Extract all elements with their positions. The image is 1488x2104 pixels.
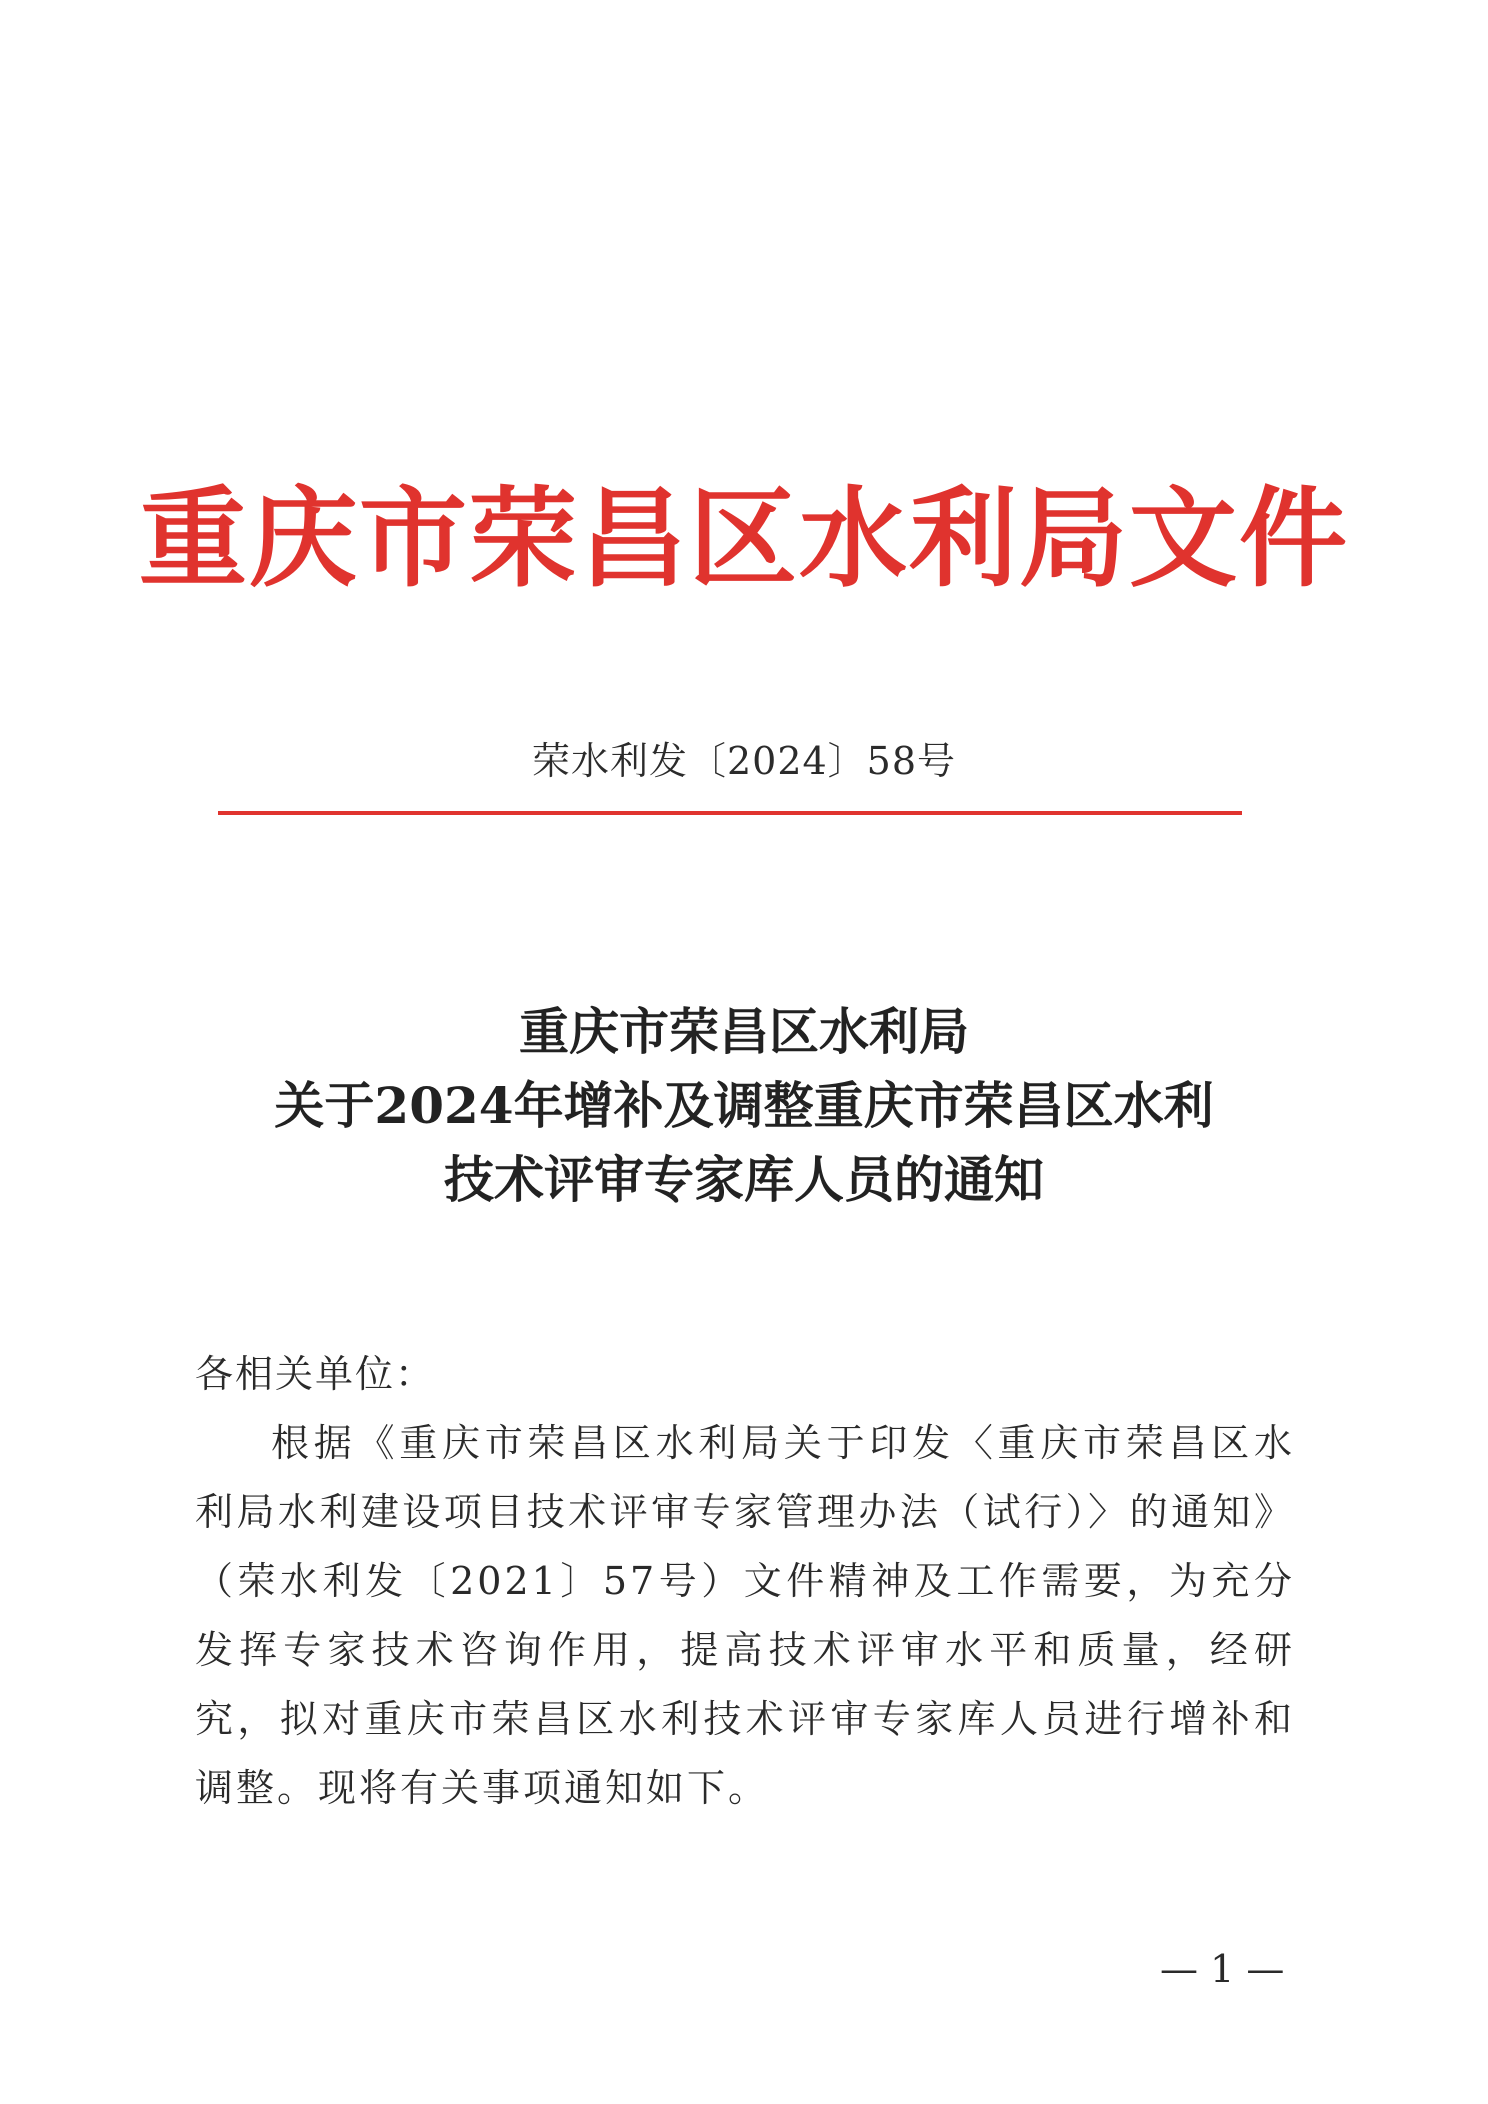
document-title <box>0 995 1488 1217</box>
document-body <box>195 1340 1295 1823</box>
body-paragraph: 根据《重庆市荣昌区水利局关于印发〈重庆市荣昌区水利局水利建设项目技术评审专家管理办法（试行）〉的通知》（荣水利发〔2021〕57号）文件精神及工作需要，为充分发挥专家技术咨询作用，提高技术评审水平和质量，经研究，拟对重庆市荣昌区水利技术评审专家库人员进行增补和调整。现将有关事项通知如下。 <box>195 1421 1295 1810</box>
document-number: 荣水利发〔2024〕58号 <box>531 739 957 783</box>
title-line-3: 技术评审专家库人员的通知 <box>444 1150 1044 1209</box>
red-divider-line <box>218 811 1242 815</box>
title-line-2: 关于2024年增补及调整重庆市荣昌区水利 <box>274 1076 1214 1135</box>
issuer-red-header: 重庆市荣昌区水利局文件 <box>138 477 1349 602</box>
page-number: — 1 — <box>1160 1947 1285 1991</box>
salutation: 各相关单位： <box>195 1352 436 1396</box>
title-line-1: 重庆市荣昌区水利局 <box>519 1002 969 1061</box>
